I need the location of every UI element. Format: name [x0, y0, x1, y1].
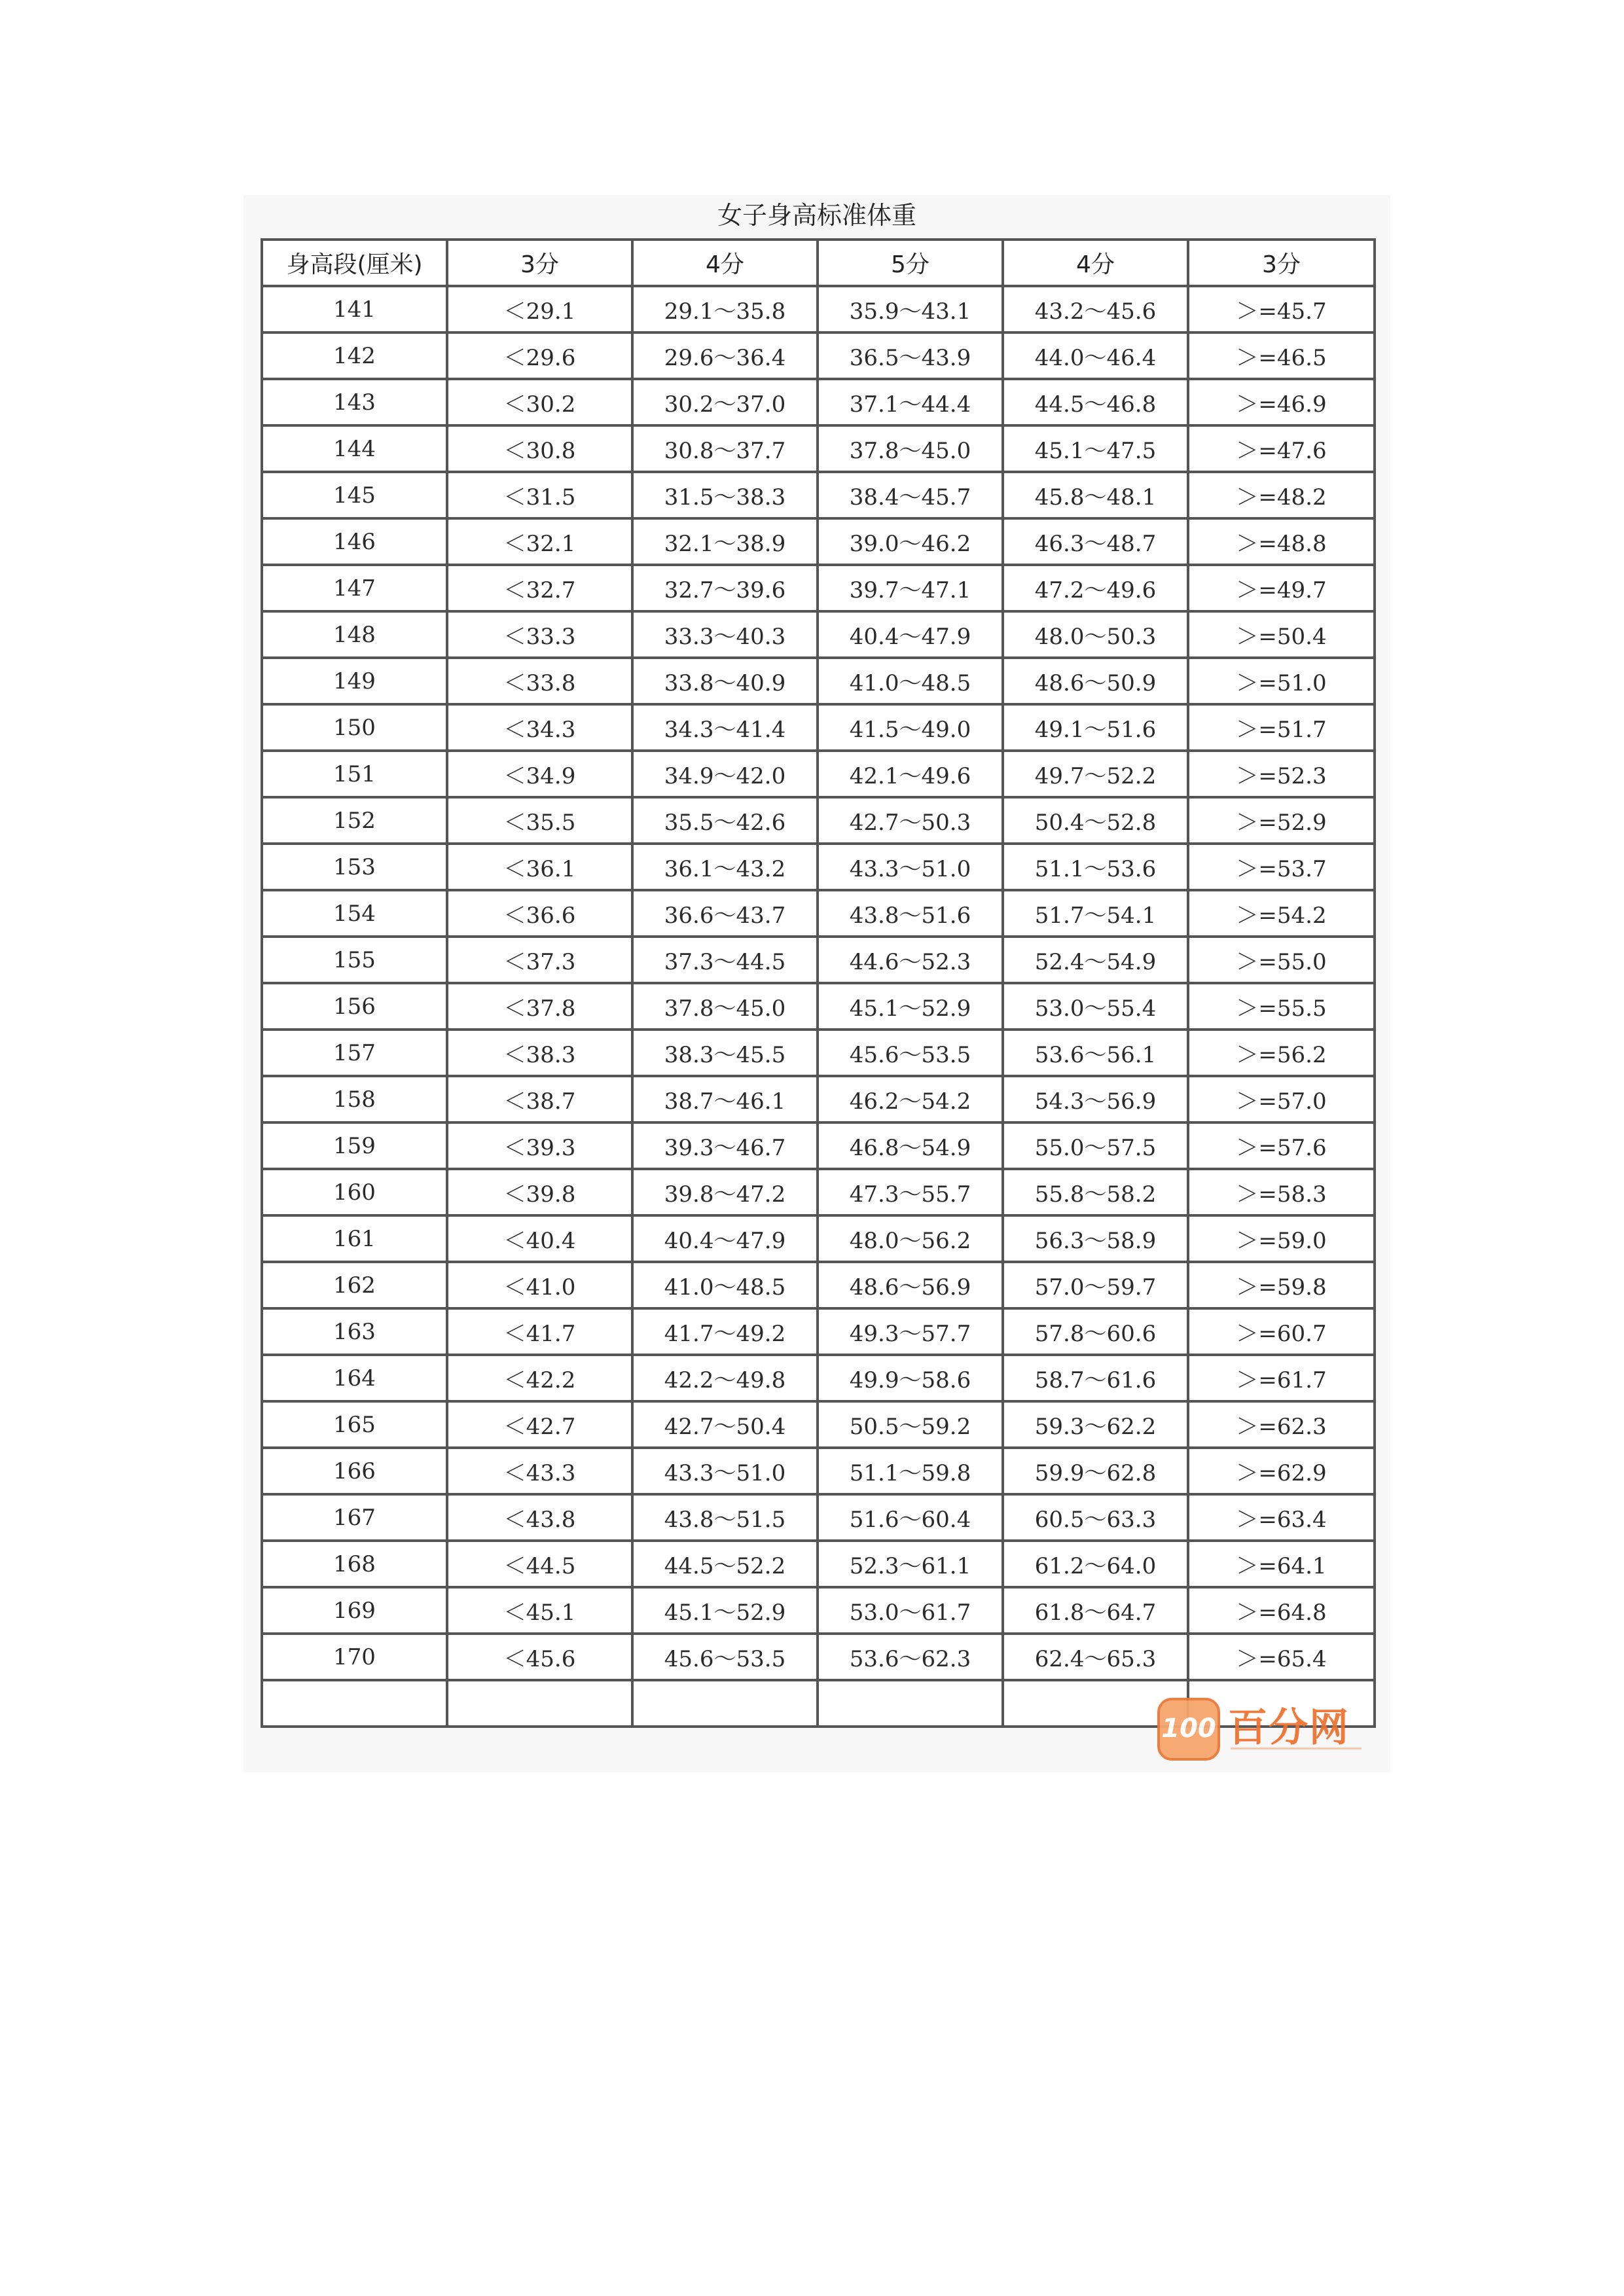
height-cell: 169 [262, 1587, 447, 1634]
weight-range-cell: ＞=51.0 [1188, 658, 1375, 704]
weight-range-cell: 51.7～54.1 [1003, 890, 1188, 937]
weight-range-cell: 44.5～46.8 [1003, 379, 1188, 425]
weight-range-cell: ＜38.7 [447, 1076, 632, 1122]
weight-range-cell: 53.0～55.4 [1003, 983, 1188, 1030]
height-cell: 161 [262, 1215, 447, 1262]
weight-range-cell: ＜29.1 [447, 286, 632, 332]
weight-range-cell: ＞=62.9 [1188, 1448, 1375, 1494]
logo-badge-text: 100 [1161, 1713, 1216, 1744]
page-blank-area [244, 1772, 1390, 2296]
weight-range-cell: ＞=58.3 [1188, 1169, 1375, 1215]
weight-range-cell: ＜32.1 [447, 518, 632, 565]
table-row [262, 379, 1375, 425]
weight-range-cell: ＞=54.2 [1188, 890, 1375, 937]
weight-range-cell: 51.1～53.6 [1003, 844, 1188, 890]
table-row [262, 890, 1375, 937]
weight-range-cell: 43.3～51.0 [818, 844, 1003, 890]
weight-range-cell: 62.4～65.3 [1003, 1634, 1188, 1680]
weight-range-cell: ＞=64.8 [1188, 1587, 1375, 1634]
weight-range-cell: 37.8～45.0 [818, 425, 1003, 472]
table-row [262, 611, 1375, 658]
height-cell: 148 [262, 611, 447, 658]
height-cell: 156 [262, 983, 447, 1030]
height-cell: 142 [262, 332, 447, 379]
height-cell: 141 [262, 286, 447, 332]
weight-range-cell: 48.6～56.9 [818, 1262, 1003, 1308]
weight-range-cell: 37.8～45.0 [632, 983, 818, 1030]
weight-range-cell: 55.0～57.5 [1003, 1122, 1188, 1169]
table-row [262, 1262, 1375, 1308]
weight-range-cell: ＞=59.0 [1188, 1215, 1375, 1262]
table-row [262, 704, 1375, 751]
header-cell: 4分 [1003, 240, 1188, 286]
weight-range-cell: 45.6～53.5 [818, 1030, 1003, 1076]
weight-range-cell: ＞=47.6 [1188, 425, 1375, 472]
weight-range-cell: ＞=50.4 [1188, 611, 1375, 658]
weight-range-cell: ＞=57.0 [1188, 1076, 1375, 1122]
weight-range-cell: 42.7～50.3 [818, 797, 1003, 844]
weight-range-cell: 40.4～47.9 [632, 1215, 818, 1262]
weight-range-cell: ＜33.3 [447, 611, 632, 658]
weight-range-cell: ＞=61.7 [1188, 1355, 1375, 1401]
height-cell: 144 [262, 425, 447, 472]
weight-range-cell: ＞=45.7 [1188, 286, 1375, 332]
table-row [262, 1541, 1375, 1587]
weight-range-cell: 42.7～50.4 [632, 1401, 818, 1448]
weight-range-cell: 49.9～58.6 [818, 1355, 1003, 1401]
weight-range-cell: 43.2～45.6 [1003, 286, 1188, 332]
height-cell: 168 [262, 1541, 447, 1587]
header-cell: 身高段(厘米) [262, 240, 447, 286]
weight-range-cell: 35.5～42.6 [632, 797, 818, 844]
table-row [262, 332, 1375, 379]
weight-range-cell: ＞=55.0 [1188, 937, 1375, 983]
table-row [262, 565, 1375, 611]
weight-range-cell: 41.7～49.2 [632, 1308, 818, 1355]
weight-range-cell: ＜37.3 [447, 937, 632, 983]
weight-range-cell: ＞=48.8 [1188, 518, 1375, 565]
table-row [262, 937, 1375, 983]
weight-range-cell: 33.8～40.9 [632, 658, 818, 704]
header-cell: 3分 [447, 240, 632, 286]
table-row [262, 1587, 1375, 1634]
height-cell: 164 [262, 1355, 447, 1401]
height-cell: 152 [262, 797, 447, 844]
table-row [262, 1076, 1375, 1122]
weight-range-cell: 43.8～51.6 [818, 890, 1003, 937]
weight-range-cell: 48.0～50.3 [1003, 611, 1188, 658]
weight-range-cell: 39.8～47.2 [632, 1169, 818, 1215]
height-cell: 166 [262, 1448, 447, 1494]
weight-range-cell: ＜44.5 [447, 1541, 632, 1587]
weight-range-cell: 45.1～52.9 [818, 983, 1003, 1030]
height-cell: 153 [262, 844, 447, 890]
table-row [262, 1215, 1375, 1262]
weight-range-cell: 59.9～62.8 [1003, 1448, 1188, 1494]
table-row [262, 1030, 1375, 1076]
table-header-row [262, 240, 1375, 286]
height-cell [262, 1680, 447, 1727]
weight-range-cell: 58.7～61.6 [1003, 1355, 1188, 1401]
weight-range-cell: 55.8～58.2 [1003, 1169, 1188, 1215]
weight-range-cell: 35.9～43.1 [818, 286, 1003, 332]
weight-range-cell [447, 1680, 632, 1727]
weight-range-cell: 41.0～48.5 [632, 1262, 818, 1308]
weight-range-cell: 50.4～52.8 [1003, 797, 1188, 844]
table-row [262, 425, 1375, 472]
weight-range-cell: ＜29.6 [447, 332, 632, 379]
weight-range-cell: ＞=52.3 [1188, 751, 1375, 797]
weight-range-cell: 45.1～47.5 [1003, 425, 1188, 472]
weight-range-cell: 41.0～48.5 [818, 658, 1003, 704]
table-row [262, 1355, 1375, 1401]
weight-range-cell: 38.4～45.7 [818, 472, 1003, 518]
weight-range-cell: 57.0～59.7 [1003, 1262, 1188, 1308]
weight-range-cell: 44.0～46.4 [1003, 332, 1188, 379]
weight-range-cell: ＜39.8 [447, 1169, 632, 1215]
weight-range-cell: 30.8～37.7 [632, 425, 818, 472]
height-cell: 143 [262, 379, 447, 425]
weight-range-cell: 45.1～52.9 [632, 1587, 818, 1634]
weight-range-cell: ＜40.4 [447, 1215, 632, 1262]
weight-range-cell: ＜34.9 [447, 751, 632, 797]
weight-range-cell: 42.2～49.8 [632, 1355, 818, 1401]
weight-range-cell: 39.3～46.7 [632, 1122, 818, 1169]
weight-range-cell: 53.6～62.3 [818, 1634, 1003, 1680]
weight-range-cell: ＜30.2 [447, 379, 632, 425]
weight-range-cell: ＞=55.5 [1188, 983, 1375, 1030]
weight-range-cell: ＞=65.4 [1188, 1634, 1375, 1680]
weight-range-cell: 48.0～56.2 [818, 1215, 1003, 1262]
weight-range-cell: 45.6～53.5 [632, 1634, 818, 1680]
weight-range-cell: 29.1～35.8 [632, 286, 818, 332]
weight-range-cell: ＞=49.7 [1188, 565, 1375, 611]
weight-range-cell: 47.3～55.7 [818, 1169, 1003, 1215]
weight-range-cell: 54.3～56.9 [1003, 1076, 1188, 1122]
weight-range-cell: ＞=46.5 [1188, 332, 1375, 379]
height-cell: 146 [262, 518, 447, 565]
weight-range-cell: ＞=48.2 [1188, 472, 1375, 518]
height-cell: 167 [262, 1494, 447, 1541]
weight-range-cell: ＞=60.7 [1188, 1308, 1375, 1355]
weight-range-cell: 59.3～62.2 [1003, 1401, 1188, 1448]
weight-range-cell: 32.7～39.6 [632, 565, 818, 611]
weight-range-cell: ＞=59.8 [1188, 1262, 1375, 1308]
weight-range-cell: 39.0～46.2 [818, 518, 1003, 565]
weight-range-cell: ＜36.1 [447, 844, 632, 890]
weight-range-cell: ＜38.3 [447, 1030, 632, 1076]
weight-range-cell: 37.1～44.4 [818, 379, 1003, 425]
height-cell: 145 [262, 472, 447, 518]
weight-range-cell: ＞=64.1 [1188, 1541, 1375, 1587]
logo-text: 百分网 [1228, 1705, 1350, 1751]
weight-range-cell: 47.2～49.6 [1003, 565, 1188, 611]
height-cell: 149 [262, 658, 447, 704]
weight-range-cell: 44.6～52.3 [818, 937, 1003, 983]
weight-range-cell: 32.1～38.9 [632, 518, 818, 565]
height-cell: 159 [262, 1122, 447, 1169]
weight-range-cell: 51.1～59.8 [818, 1448, 1003, 1494]
weight-range-cell: 56.3～58.9 [1003, 1215, 1188, 1262]
height-cell: 151 [262, 751, 447, 797]
weight-range-cell: 53.6～56.1 [1003, 1030, 1188, 1076]
weight-range-cell: ＜36.6 [447, 890, 632, 937]
weight-range-cell: 42.1～49.6 [818, 751, 1003, 797]
weight-range-cell: 61.8～64.7 [1003, 1587, 1188, 1634]
height-cell: 155 [262, 937, 447, 983]
weight-range-cell: 33.3～40.3 [632, 611, 818, 658]
weight-range-cell: ＞=57.6 [1188, 1122, 1375, 1169]
weight-range-cell: ＜33.8 [447, 658, 632, 704]
weight-range-cell: 48.6～50.9 [1003, 658, 1188, 704]
weight-range-cell: ＜43.8 [447, 1494, 632, 1541]
table-row [262, 844, 1375, 890]
weight-range-cell: 43.8～51.5 [632, 1494, 818, 1541]
weight-range-cell: ＜41.7 [447, 1308, 632, 1355]
weight-range-cell: 39.7～47.1 [818, 565, 1003, 611]
weight-range-cell: ＜37.8 [447, 983, 632, 1030]
weight-range-cell: 52.3～61.1 [818, 1541, 1003, 1587]
table-row [262, 1401, 1375, 1448]
weight-range-cell: ＞=52.9 [1188, 797, 1375, 844]
height-cell: 157 [262, 1030, 447, 1076]
weight-range-cell: ＜42.2 [447, 1355, 632, 1401]
table-title: 女子身高标准体重 [717, 201, 916, 230]
weight-range-cell: 36.1～43.2 [632, 844, 818, 890]
weight-range-cell: ＜30.8 [447, 425, 632, 472]
table-row [262, 472, 1375, 518]
table-row [262, 658, 1375, 704]
table-row [262, 1448, 1375, 1494]
weight-range-cell: 38.3～45.5 [632, 1030, 818, 1076]
weight-range-cell: 34.9～42.0 [632, 751, 818, 797]
weight-range-cell: ＜41.0 [447, 1262, 632, 1308]
weight-range-cell: 53.0～61.7 [818, 1587, 1003, 1634]
table-row [262, 1494, 1375, 1541]
watermark-logo [1157, 1695, 1373, 1767]
height-cell: 147 [262, 565, 447, 611]
logo-underline [1231, 1748, 1362, 1756]
weight-range-cell: ＞=62.3 [1188, 1401, 1375, 1448]
header-cell: 4分 [632, 240, 818, 286]
table-row [262, 1308, 1375, 1355]
weight-range-cell: ＜32.7 [447, 565, 632, 611]
height-cell: 165 [262, 1401, 447, 1448]
header-cell: 5分 [818, 240, 1003, 286]
table-row [262, 983, 1375, 1030]
table-row [262, 286, 1375, 332]
weight-range-cell: ＜31.5 [447, 472, 632, 518]
table-body [262, 240, 1375, 1727]
weight-range-cell: ＜45.6 [447, 1634, 632, 1680]
weight-range-cell: ＜35.5 [447, 797, 632, 844]
logo-badge-icon [1157, 1698, 1220, 1761]
weight-range-cell: 49.3～57.7 [818, 1308, 1003, 1355]
weight-range-cell: 30.2～37.0 [632, 379, 818, 425]
weight-range-cell: 45.8～48.1 [1003, 472, 1188, 518]
weight-range-cell: 43.3～51.0 [632, 1448, 818, 1494]
weight-range-cell: ＞=51.7 [1188, 704, 1375, 751]
weight-range-cell: ＞=63.4 [1188, 1494, 1375, 1541]
weight-range-cell: 49.1～51.6 [1003, 704, 1188, 751]
weight-range-cell: 44.5～52.2 [632, 1541, 818, 1587]
weight-range-cell: 34.3～41.4 [632, 704, 818, 751]
weight-range-cell: ＜39.3 [447, 1122, 632, 1169]
table-row [262, 1169, 1375, 1215]
table-row [262, 518, 1375, 565]
weight-range-cell: 46.8～54.9 [818, 1122, 1003, 1169]
weight-range-cell: ＜42.7 [447, 1401, 632, 1448]
table-row [262, 1122, 1375, 1169]
height-cell: 158 [262, 1076, 447, 1122]
header-cell: 3分 [1188, 240, 1375, 286]
height-weight-table [261, 238, 1376, 1728]
weight-range-cell: ＜45.1 [447, 1587, 632, 1634]
weight-range-cell: 38.7～46.1 [632, 1076, 818, 1122]
weight-range-cell: 50.5～59.2 [818, 1401, 1003, 1448]
height-cell: 162 [262, 1262, 447, 1308]
height-cell: 163 [262, 1308, 447, 1355]
weight-range-cell: 41.5～49.0 [818, 704, 1003, 751]
weight-range-cell: 40.4～47.9 [818, 611, 1003, 658]
weight-range-cell: 36.6～43.7 [632, 890, 818, 937]
weight-range-cell: 49.7～52.2 [1003, 751, 1188, 797]
weight-range-cell: 37.3～44.5 [632, 937, 818, 983]
weight-range-cell: 36.5～43.9 [818, 332, 1003, 379]
weight-range-cell: 29.6～36.4 [632, 332, 818, 379]
weight-range-cell: ＞=56.2 [1188, 1030, 1375, 1076]
weight-range-cell: 31.5～38.3 [632, 472, 818, 518]
table-row [262, 751, 1375, 797]
weight-range-cell: 57.8～60.6 [1003, 1308, 1188, 1355]
weight-range-cell: 60.5～63.3 [1003, 1494, 1188, 1541]
weight-range-cell: ＜34.3 [447, 704, 632, 751]
weight-range-cell [632, 1680, 818, 1727]
weight-range-cell: 52.4～54.9 [1003, 937, 1188, 983]
weight-range-cell: 61.2～64.0 [1003, 1541, 1188, 1587]
table-row [262, 1634, 1375, 1680]
weight-range-cell: ＜43.3 [447, 1448, 632, 1494]
weight-range-cell: 46.3～48.7 [1003, 518, 1188, 565]
weight-range-cell: ＞=53.7 [1188, 844, 1375, 890]
height-cell: 150 [262, 704, 447, 751]
weight-range-cell: 51.6～60.4 [818, 1494, 1003, 1541]
weight-range-cell: 46.2～54.2 [818, 1076, 1003, 1122]
table-row [262, 797, 1375, 844]
height-cell: 170 [262, 1634, 447, 1680]
height-cell: 154 [262, 890, 447, 937]
height-cell: 160 [262, 1169, 447, 1215]
weight-range-cell [818, 1680, 1003, 1727]
weight-range-cell: ＞=46.9 [1188, 379, 1375, 425]
